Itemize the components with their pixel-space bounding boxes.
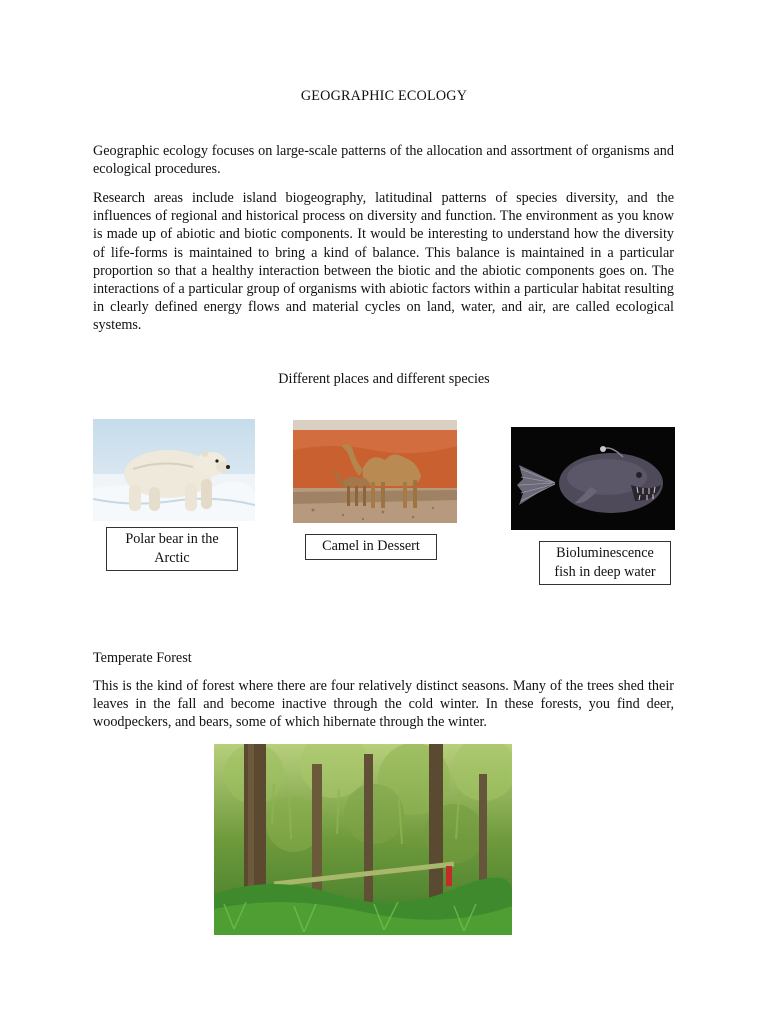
fish-caption-line1: Bioluminescence — [556, 545, 654, 561]
page-title: GEOGRAPHIC ECOLOGY — [300, 88, 468, 104]
forest-paragraph: This is the kind of forest where there are four relatively distinct seasons. Many of the trees shed their leaves in the fall and become inactive through the cold winter. In these forests, you find deer, woodpeckers, and bears, some of which hibernate through the winter. — [93, 678, 674, 731]
camel-caption — [305, 534, 437, 560]
research-paragraph: Research areas include island biogeography, latitudinal patterns of species diversity, and the influences of regional and historical process on diversity and function. The environment as you know is made up of abiotic and biotic components. It would be interesting to understand how the diversity of life-forms is maintained to bring a kind of balance. This balance is maintained in a particular proportion so that a healthy interaction between the biotic and the abiotic components goes on. The interactions of a particular group of organisms with abiotic factors within a particular habitat resulting in clearly defined energy flows and material cycles on land, water, and air, are called ecological systems. — [93, 190, 674, 334]
fish-caption-line2: fish in deep water — [554, 563, 656, 580]
species-section-title: Different places and different species — [278, 371, 490, 387]
polar-bear-caption — [106, 527, 238, 571]
polar-bear-photo — [93, 419, 255, 521]
polar-bear-caption-line2: Arctic — [154, 549, 190, 566]
polar-bear-caption-line1: Polar bear in the — [125, 531, 219, 547]
temperate-forest-photo — [214, 744, 512, 935]
camel-photo — [293, 420, 457, 523]
fish-caption — [539, 541, 671, 585]
intro-paragraph: Geographic ecology focuses on large-scale patterns of the allocation and assortment of organisms and ecological procedures. — [93, 143, 674, 178]
forest-heading: Temperate Forest — [93, 650, 192, 666]
anglerfish-photo — [511, 427, 675, 530]
camel-caption-text: Camel in Dessert — [322, 538, 420, 554]
